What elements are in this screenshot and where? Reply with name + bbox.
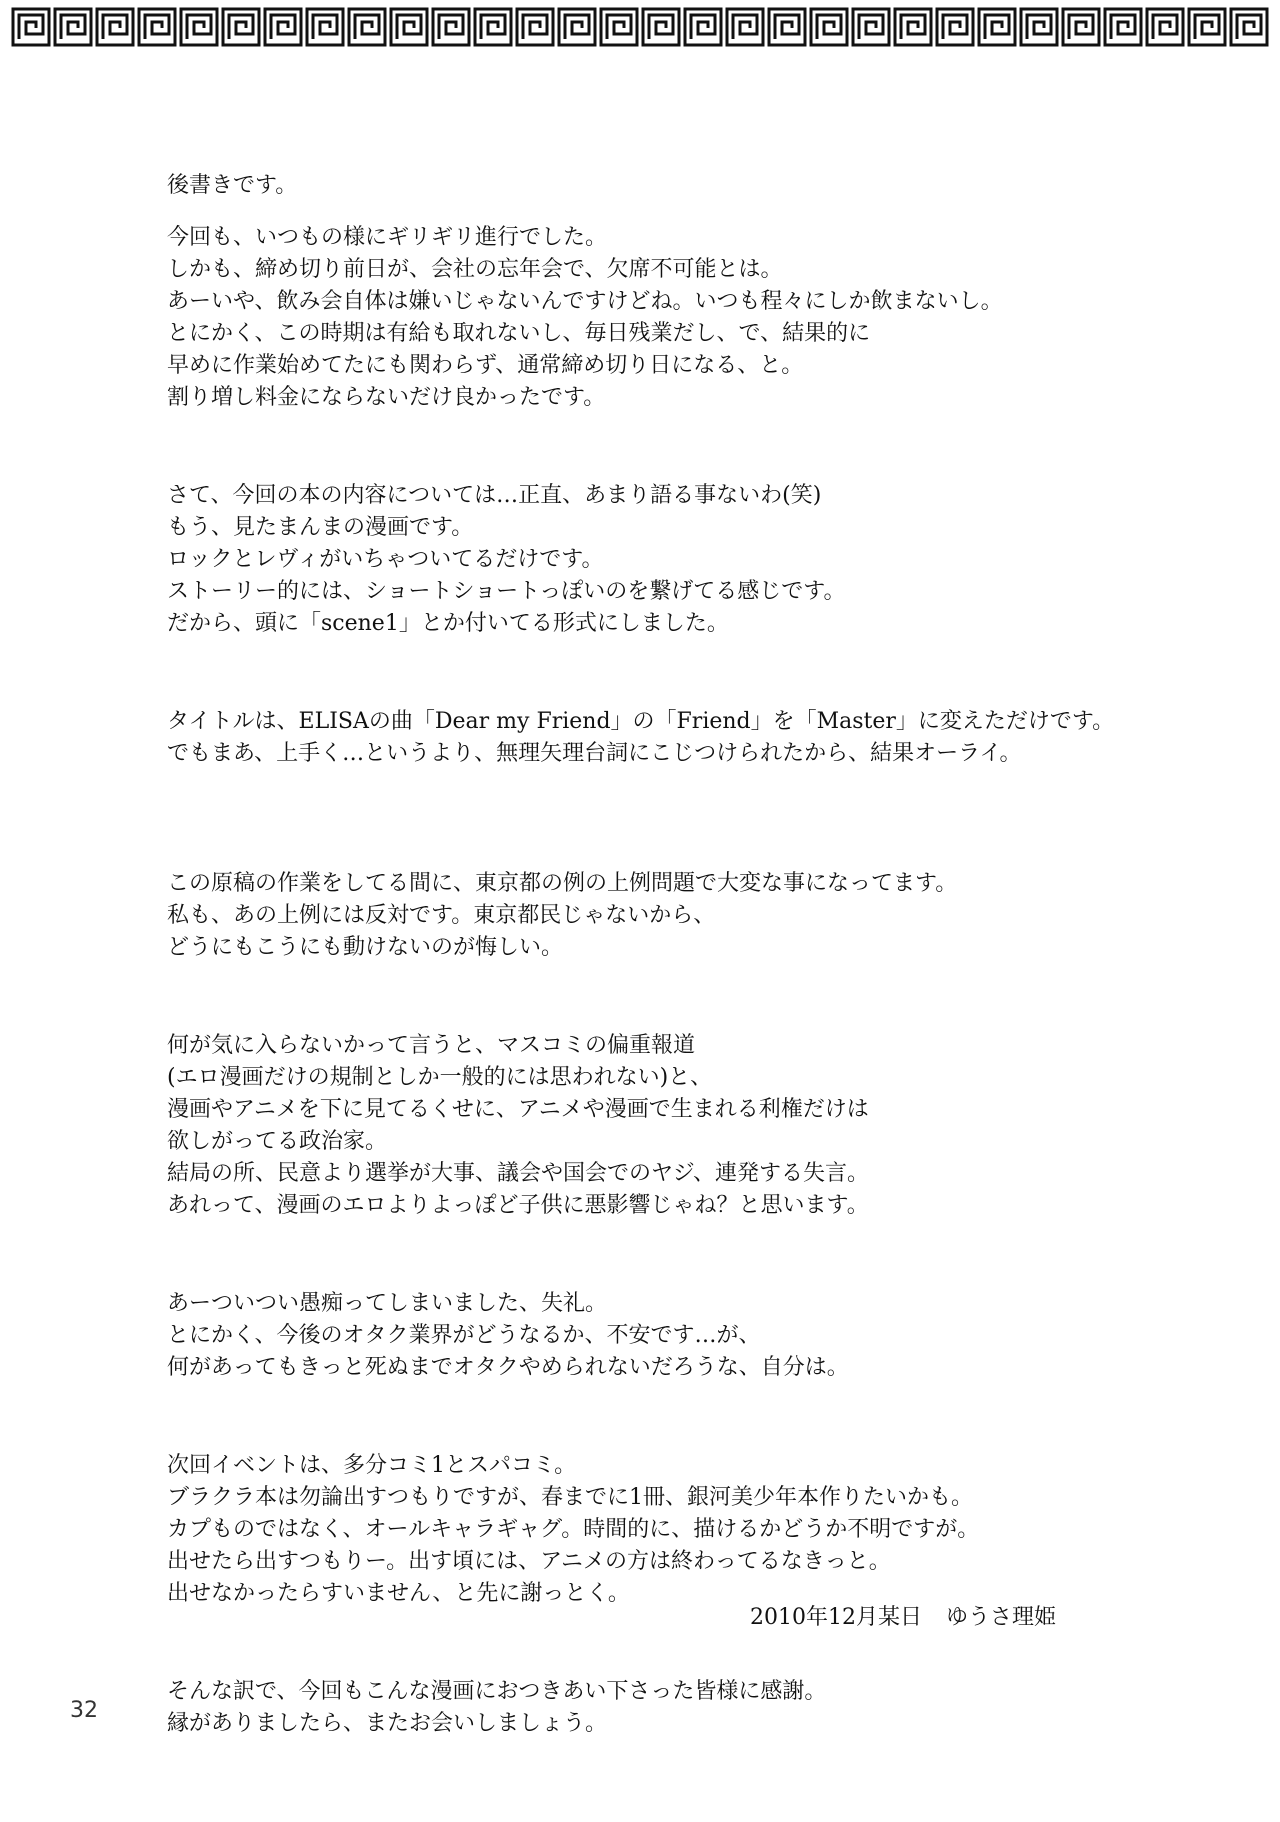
text-line: 出せたら出すつもりー。出す頃には、アニメの方は終わってるなきっと。: [167, 1549, 891, 1574]
greek-key-tile: [55, 9, 91, 45]
greek-key-tile: [895, 9, 931, 45]
text-line: 縁がありましたら、またお会いしましょう。: [167, 1711, 608, 1736]
text-line: カプものではなく、オールキャラギャグ。時間的に、描けるかどうか不明ですが。: [167, 1517, 980, 1542]
greek-key-tile: [265, 9, 301, 45]
text-line: 何が気に入らないかって言うと、マスコミの偏重報道: [167, 1033, 696, 1058]
text-line: あれって、漫画のエロよりよっぽど子供に悪影響じゃね？と思います。: [167, 1193, 869, 1218]
text-line: しかも、締め切り前日が、会社の忘年会で、欠席不可能とは。: [167, 257, 783, 282]
greek-key-tile: [433, 9, 469, 45]
paragraph-complaint: [167, 1030, 1167, 1222]
greek-key-tile: [1063, 9, 1099, 45]
text-line: さて、今回の本の内容については…正直、あまり語る事ないわ(笑): [167, 483, 822, 508]
signature-author: ゆうさ理姫: [945, 1605, 1056, 1630]
paragraph-title: [167, 706, 1167, 770]
page-number: 32: [70, 1698, 98, 1723]
text-line: あーいや、飲み会自体は嫌いじゃないんですけどね。いつも程々にしか飲まないし。: [167, 289, 1003, 314]
greek-key-tile: [685, 9, 721, 45]
greek-key-pattern: [0, 6, 1280, 48]
afterword-body: [167, 170, 1167, 1740]
text-line: 私も、あの上例には反対です。東京都民じゃないから、: [167, 903, 716, 928]
text-line: もう、見たまんまの漫画です。: [167, 515, 474, 540]
greek-key-border: [0, 6, 1280, 48]
text-line: 漫画やアニメを下に見てるくせに、アニメや漫画で生まれる利権だけは: [167, 1097, 869, 1122]
greek-key-tile: [223, 9, 259, 45]
text-line: 割り増し料金にならないだけ良かったです。: [167, 385, 606, 410]
greek-key-tile: [181, 9, 217, 45]
text-line: この原稿の作業をしてる間に、東京都の例の上例問題で大変な事になってます。: [167, 871, 958, 896]
afterword-heading: 後書きです。: [167, 173, 298, 198]
greek-key-tile: [979, 9, 1015, 45]
text-line: 今回も、いつもの様にギリギリ進行でした。: [167, 225, 608, 250]
text-line: どうにもこうにも動けないのが悔しい。: [167, 935, 564, 960]
greek-key-tile: [475, 9, 511, 45]
paragraph-content: [167, 480, 1167, 640]
greek-key-tile: [517, 9, 553, 45]
text-line: とにかく、この時期は有給も取れないし、毎日残業だし、で、結果的に: [167, 321, 871, 346]
text-line: 何があってもきっと死ぬまでオタクやめられないだろうな、自分は。: [167, 1355, 849, 1380]
text-line: とにかく、今後のオタク業界がどうなるか、不安です…が、: [167, 1323, 761, 1348]
greek-key-tile: [559, 9, 595, 45]
greek-key-tile: [13, 9, 49, 45]
greek-key-tile: [1189, 9, 1225, 45]
text-line: ブラクラ本は勿論出すつもりですが、春までに1冊、銀河美少年本作りたいかも。: [167, 1485, 973, 1510]
text-line: 結局の所、民意より選挙が大事、議会や国会でのヤジ、連発する失言。: [167, 1161, 870, 1186]
greek-key-tile: [937, 9, 973, 45]
greek-key-tile: [349, 9, 385, 45]
greek-key-tile: [1147, 9, 1183, 45]
greek-key-tile: [1021, 9, 1057, 45]
text-line: (エロ漫画だけの規制としか一般的には思われない)と、: [167, 1065, 713, 1090]
text-line: でもまあ、上手く…というより、無理矢理台詞にこじつけられたから、結果オーライ。: [167, 741, 1022, 766]
greek-key-tile: [1105, 9, 1141, 45]
signature-date: 2010年12月某日: [750, 1605, 922, 1630]
paragraph-deadline: [167, 222, 1167, 414]
signature: [750, 1602, 1056, 1634]
text-line: タイトルは、ELISAの曲「Dear my Friend」の「Friend」を「Master」に変えただけです。: [167, 709, 1115, 734]
greek-key-tile: [601, 9, 637, 45]
greek-key-tile: [391, 9, 427, 45]
paragraph-ordinance: [167, 868, 1167, 964]
text-line: だから、頭に「scene1」とか付いてる形式にしました。: [167, 611, 729, 636]
greek-key-tile: [97, 9, 133, 45]
greek-key-tile: [1231, 9, 1267, 45]
text-line: 欲しがってる政治家。: [167, 1129, 388, 1154]
greek-key-tile: [727, 9, 763, 45]
text-line: ストーリー的には、ショートショートっぽいのを繋げてる感じです。: [167, 579, 846, 604]
text-line: 次回イベントは、多分コミ1とスパコミ。: [167, 1453, 577, 1478]
greek-key-tile: [139, 9, 175, 45]
greek-key-tile: [769, 9, 805, 45]
paragraph-apology: [167, 1288, 1167, 1384]
paragraph-thanks: [167, 1676, 1167, 1740]
text-line: そんな訳で、今回もこんな漫画におつきあい下さった皆様に感謝。: [167, 1679, 827, 1704]
paragraph-next-event: [167, 1450, 1167, 1610]
greek-key-tile: [643, 9, 679, 45]
text-line: 早めに作業始めてたにも関わらず、通常締め切り日になる、と。: [167, 353, 804, 378]
greek-key-tile: [811, 9, 847, 45]
text-line: 出せなかったらすいません、と先に謝っとく。: [167, 1581, 630, 1606]
greek-key-tile: [853, 9, 889, 45]
greek-key-tile: [307, 9, 343, 45]
text-line: ロックとレヴィがいちゃついてるだけです。: [167, 547, 604, 572]
text-line: あーついつい愚痴ってしまいました、失礼。: [167, 1291, 608, 1316]
